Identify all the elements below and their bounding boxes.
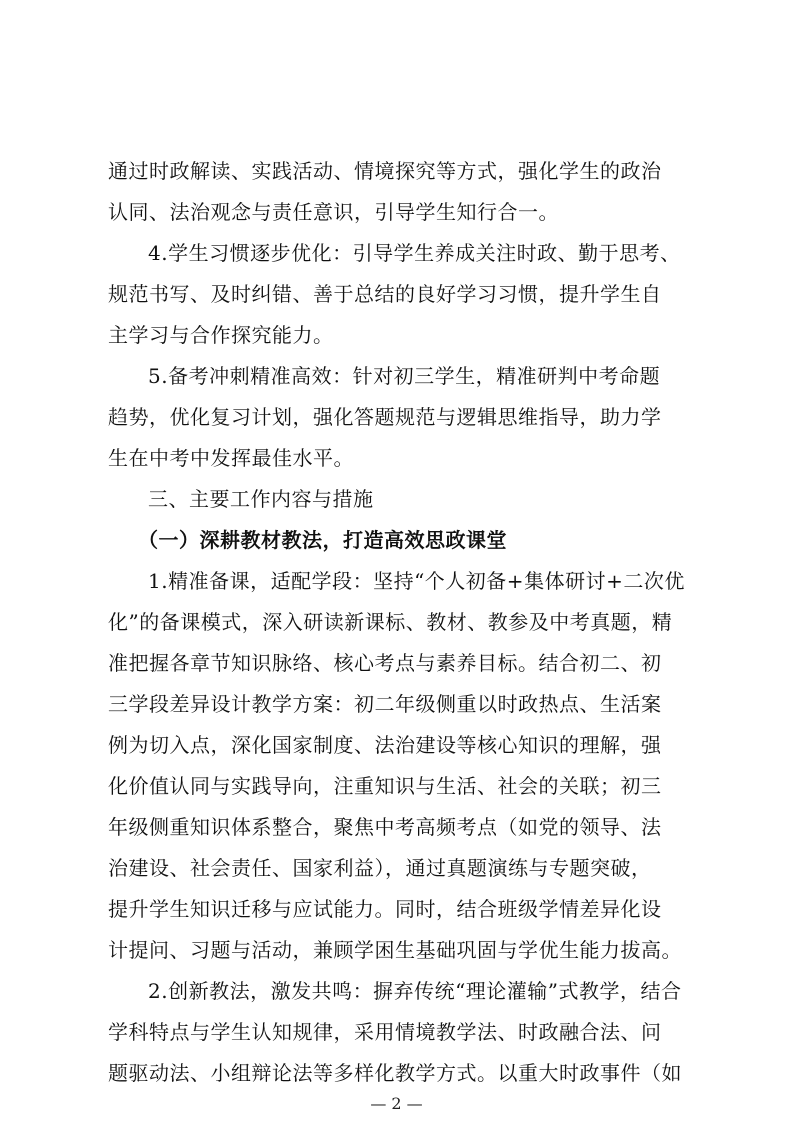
body-line: 提升学生知识迁移与应试能力。同时，结合班级学情差异化设 — [108, 897, 662, 921]
paragraph-2-first-line: 2.创新教法，激发共鸣：摒弃传统“理论灌输”式教学，结合 — [148, 979, 682, 1003]
list-item-4-first-line: 4.学生习惯逐步优化：引导学生养成关注时政、勤于思考、 — [148, 241, 681, 265]
body-line: 学科特点与学生认知规律，采用情境教学法、时政融合法、问 — [108, 1020, 662, 1044]
body-line: 计提问、习题与活动，兼顾学困生基础巩固与学优生能力拔高。 — [108, 938, 682, 962]
subsection-heading: （一）深耕教材教法，打造高效思政课堂 — [138, 528, 507, 552]
body-line: 化”的备课模式，深入研读新课标、教材、教参及中考真题，精 — [108, 610, 673, 634]
body-line: 年级侧重知识体系整合，聚焦中考高频考点（如党的领导、法 — [108, 815, 662, 839]
body-line: 主学习与合作探究能力。 — [108, 323, 334, 347]
paragraph-1-first-line: 1.精准备课，适配学段：坚持“个人初备+集体研讨+二次优 — [148, 569, 685, 593]
list-item-5-first-line: 5.备考冲刺精准高效：针对初三学生，精准研判中考命题 — [148, 364, 661, 388]
body-line: 认同、法治观念与责任意识，引导学生知行合一。 — [108, 200, 559, 224]
body-line: 题驱动法、小组辩论法等多样化教学方式。以重大时政事件（如 — [108, 1061, 682, 1085]
body-line: 规范书写、及时纠错、善于总结的良好学习习惯，提升学生自 — [108, 282, 662, 306]
page-number: — 2 — — [370, 1094, 423, 1113]
body-line: 例为切入点，深化国家制度、法治建设等核心知识的理解，强 — [108, 733, 662, 757]
body-line: 化价值认同与实践导向，注重知识与生活、社会的关联；初三 — [108, 774, 662, 798]
body-line: 准把握各章节知识脉络、核心考点与素养目标。结合初二、初 — [108, 651, 662, 675]
body-line: 三学段差异设计教学方案：初二年级侧重以时政热点、生活案 — [108, 692, 662, 716]
section-heading: 三、主要工作内容与措施 — [148, 487, 374, 511]
body-line: 治建设、社会责任、国家利益），通过真题演练与专题突破， — [108, 856, 652, 880]
body-line: 通过时政解读、实践活动、情境探究等方式，强化学生的政治 — [108, 159, 662, 183]
body-line: 生在中考中发挥最佳水平。 — [108, 446, 354, 470]
body-line: 趋势，优化复习计划，强化答题规范与逻辑思维指导，助力学 — [108, 405, 662, 429]
